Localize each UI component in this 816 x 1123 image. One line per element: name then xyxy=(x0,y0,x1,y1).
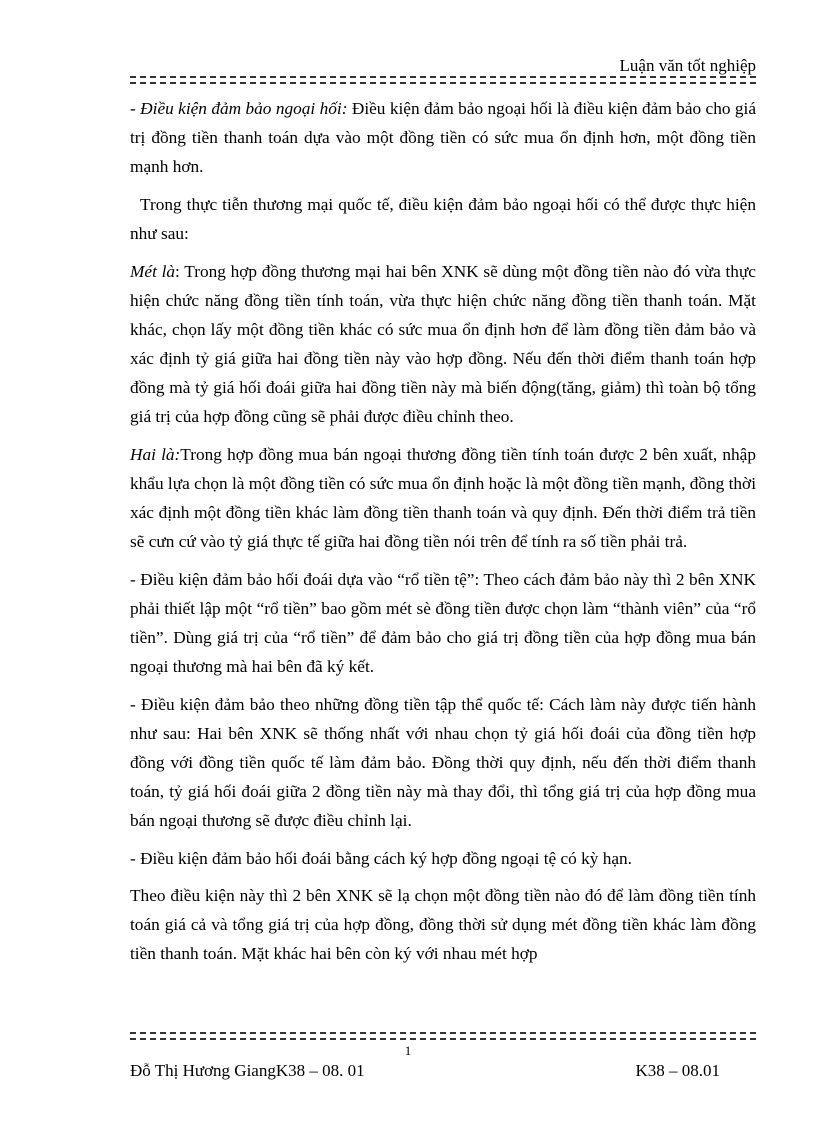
paragraph-text: : Trong hợp đồng thương mại hai bên XNK sẽ dùng một đồng tiền nào đó vừa thực hiện chức năng đồng tiền tính toán, vừa thực hiện chức năng đồng tiền thanh toán. Mặt khác, chọn lấy một đồng tiền khác có sức mua ổn định hơn để làm đồng tiền đảm bảo và xác định tỷ giá giữa hai đồng tiền này vào hợp đồng. Nếu đến thời điểm thanh toán hợp đồng mà tỷ giá hối đoái giữa hai đồng tiền này mà biến động(tăng, giảm) thì toàn bộ tổng giá trị của hợp đồng cũng sẽ phải được điều chỉnh theo. xyxy=(130,262,756,426)
paragraph-text: - Điều kiện đảm bảo hối đoái bằng cách ký hợp đồng ngoại tệ có kỳ hạn. xyxy=(130,849,633,868)
paragraph-text: Điều kiện đảm bảo ngoại hối là điều kiện đảm bảo cho giá trị đồng tiền thanh toán dựa vào một đồng tiền có sức mua ổn định hơn, một đồng tiền mạnh hơn. xyxy=(130,99,756,176)
footer-class-code: K38 – 08.01 xyxy=(635,1061,720,1080)
footer-author: Đỗ Thị Hương GiangK38 – 08. 01 xyxy=(130,1061,365,1080)
paragraph-text: - Điều kiện đảm bảo hối đoái dựa vào “rổ tiền tệ”: Theo cách đảm bảo này thì 2 bên XNK phải thiết lập một “rổ tiền” bao gồm mét sè đồng tiền được chọn làm “thành viên” của “rổ tiền”. Dùng giá trị của “rổ tiền” để đảm bảo cho giá trị đồng tiền của hợp đồng mua bán ngoại thương mà hai bên đã ký kết. xyxy=(130,570,756,676)
paragraph-lead: - Điều kiện đảm bảo ngoại hối: xyxy=(130,99,348,118)
paragraph xyxy=(130,565,756,681)
header-divider xyxy=(130,76,756,78)
running-header-title: Luận văn tốt nghiệp xyxy=(619,56,756,75)
paragraph xyxy=(130,844,756,873)
paragraph xyxy=(130,190,756,248)
footer-divider xyxy=(130,1038,756,1040)
footer-divider xyxy=(130,1032,756,1034)
paragraph-lead: Mét là xyxy=(130,262,176,281)
header-divider xyxy=(130,82,756,84)
paragraph-text: Theo điều kiện này thì 2 bên XNK sẽ lạ chọn một đồng tiền nào đó để làm đồng tiền tính toán giá cả và tổng giá trị của hợp đồng, đồng thời sử dụng mét đồng tiền khác làm đồng tiền thanh toán. Mặt khác hai bên còn ký với nhau mét hợp xyxy=(130,886,756,963)
paragraph-text: Trong hợp đồng mua bán ngoại thương đồng tiền tính toán được 2 bên xuất, nhập khẩu lựa chọn là một đồng tiền có sức mua ổn định hoặc là một đồng tiền mạnh, đồng thời xác định một đồng tiền khác làm đồng tiền thanh toán và quy định. Đến thời điểm trả tiền sẽ cưn cứ vào tỷ giá thực tế giữa hai đồng tiền nói trên để tính ra số tiền phải trả. xyxy=(130,445,756,551)
paragraph xyxy=(130,690,756,835)
paragraph-text: Trong thực tiễn thương mại quốc tế, điều kiện đảm bảo ngoại hối có thể được thực hiện như sau: xyxy=(130,195,756,243)
paragraph xyxy=(130,94,756,181)
paragraph xyxy=(130,881,756,968)
page-body xyxy=(130,94,756,977)
paragraph xyxy=(130,257,756,431)
paragraph xyxy=(130,440,756,556)
page-number: 1 xyxy=(404,1043,412,1058)
paragraph-text: - Điều kiện đảm bảo theo những đồng tiền tập thể quốc tế: Cách làm này được tiến hành như sau: Hai bên XNK sẽ thống nhất với nhau chọn tỷ giá hối đoái của đồng tiền hợp đồng với đồng tiền quốc tế làm đảm bảo. Đồng thời quy định, nếu đến thời điểm thanh toán, tỷ giá hối đoái giữa 2 đồng tiền này mà thay đổi, thì tổng giá trị của hợp đồng mua bán ngoại thương sẽ được điều chỉnh lại. xyxy=(130,695,756,830)
paragraph-lead: Hai là: xyxy=(130,445,181,464)
